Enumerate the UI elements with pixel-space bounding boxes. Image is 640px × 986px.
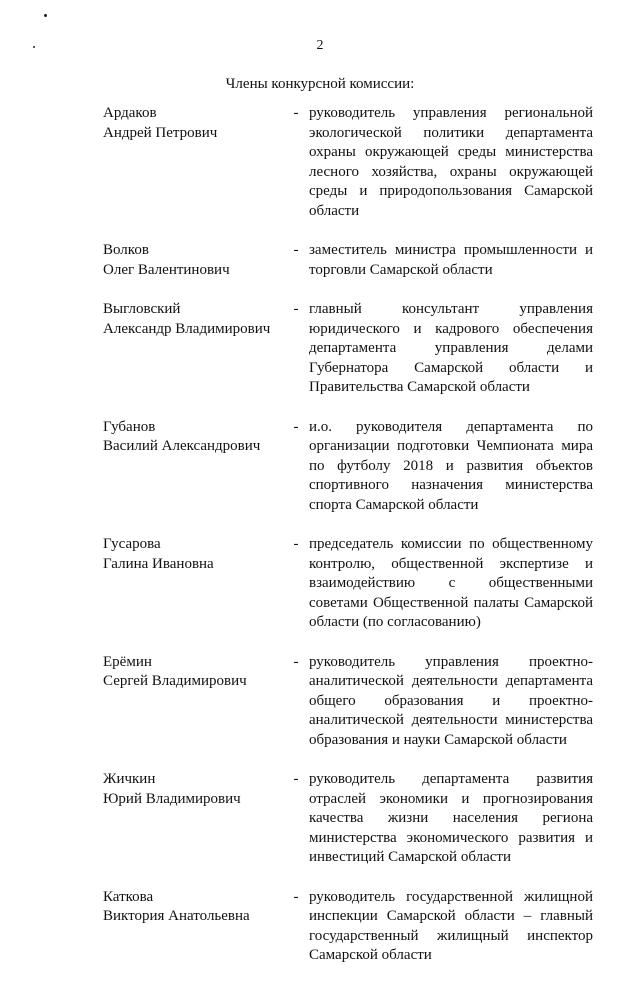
member-surname: Каткова: [103, 888, 154, 905]
member-entry: [103, 535, 593, 633]
member-given-name: Виктория Анатольевна: [103, 908, 250, 924]
member-entry: [103, 653, 593, 751]
dash-separator: -: [293, 536, 299, 552]
dash-separator: -: [293, 301, 299, 317]
dash-separator: -: [293, 888, 299, 905]
member-name: [103, 104, 283, 143]
member-name: [103, 300, 283, 339]
dash-separator: -: [293, 418, 299, 435]
commission-members-list: [103, 104, 593, 986]
member-role: председатель комиссии по общественному контролю, общественной экспертизе и взаимодействию с общественными советами Общественной палаты Самарской области (по согласованию): [309, 536, 593, 630]
member-role: руководитель управления проектно-аналитической деятельности департамента общего образования и проектно-аналитической деятельности министерства образования и науки Самарской области: [309, 653, 593, 748]
member-name: [103, 888, 283, 927]
member-surname: Ерёмин: [103, 653, 152, 670]
member-name: [103, 653, 283, 692]
member-entry: [103, 770, 593, 868]
member-given-name: Галина Ивановна: [103, 555, 214, 572]
member-surname: Выгловский: [103, 301, 181, 317]
member-given-name: Василий Александрович: [103, 438, 261, 454]
section-heading: Члены конкурсной комиссии:: [225, 76, 415, 92]
member-name: [103, 535, 283, 574]
dash-separator: -: [293, 242, 299, 258]
member-entry: [103, 418, 593, 516]
dash-separator: -: [293, 771, 299, 787]
scan-speck: [44, 14, 47, 17]
member-name: [103, 770, 283, 809]
member-given-name: Олег Валентинович: [103, 261, 230, 278]
member-given-name: Сергей Владимирович: [103, 673, 247, 689]
member-surname: Жичкин: [103, 771, 156, 787]
member-given-name: Александр Владимирович: [103, 320, 271, 337]
member-entry: [103, 104, 593, 221]
member-role: главный консультант управления юридического и кадрового обеспечения департамента управления делами Губернатора Самарской области и Правительства Самарской области: [309, 301, 593, 395]
member-role: руководитель управления региональной экологической политики департамента охраны окружающей среды министерства лесного хозяйства, охраны окружающей среды и природопользования Самарской области: [309, 105, 593, 219]
dash-separator: -: [293, 653, 299, 670]
member-surname: Волков: [103, 242, 149, 258]
member-given-name: Юрий Владимирович: [103, 790, 241, 807]
member-surname: Ардаков: [103, 105, 157, 121]
member-role: заместитель министра промышленности и торговли Самарской области: [309, 242, 593, 278]
member-surname: Гусарова: [103, 536, 161, 552]
member-name: [103, 418, 283, 457]
member-role: руководитель государственной жилищной инспекции Самарской области – главный государственный жилищный инспектор Самарской области: [309, 888, 593, 963]
page-number: 2: [316, 38, 324, 53]
member-given-name: Андрей Петрович: [103, 124, 218, 141]
member-entry: [103, 300, 593, 398]
member-role: руководитель департамента развития отраслей экономики и прогнозирования качества жизни населения региона министерства экономического развития и инвестиций Самарской области: [309, 771, 593, 865]
member-surname: Губанов: [103, 418, 156, 435]
member-entry: [103, 241, 593, 280]
member-role: и.о. руководителя департамента по организации подготовки Чемпионата мира по футболу 2018 и развития объектов спортивного назначения министерства спорта Самарской области: [309, 418, 593, 513]
member-entry: [103, 888, 593, 966]
member-name: [103, 241, 283, 280]
dash-separator: -: [293, 105, 299, 121]
